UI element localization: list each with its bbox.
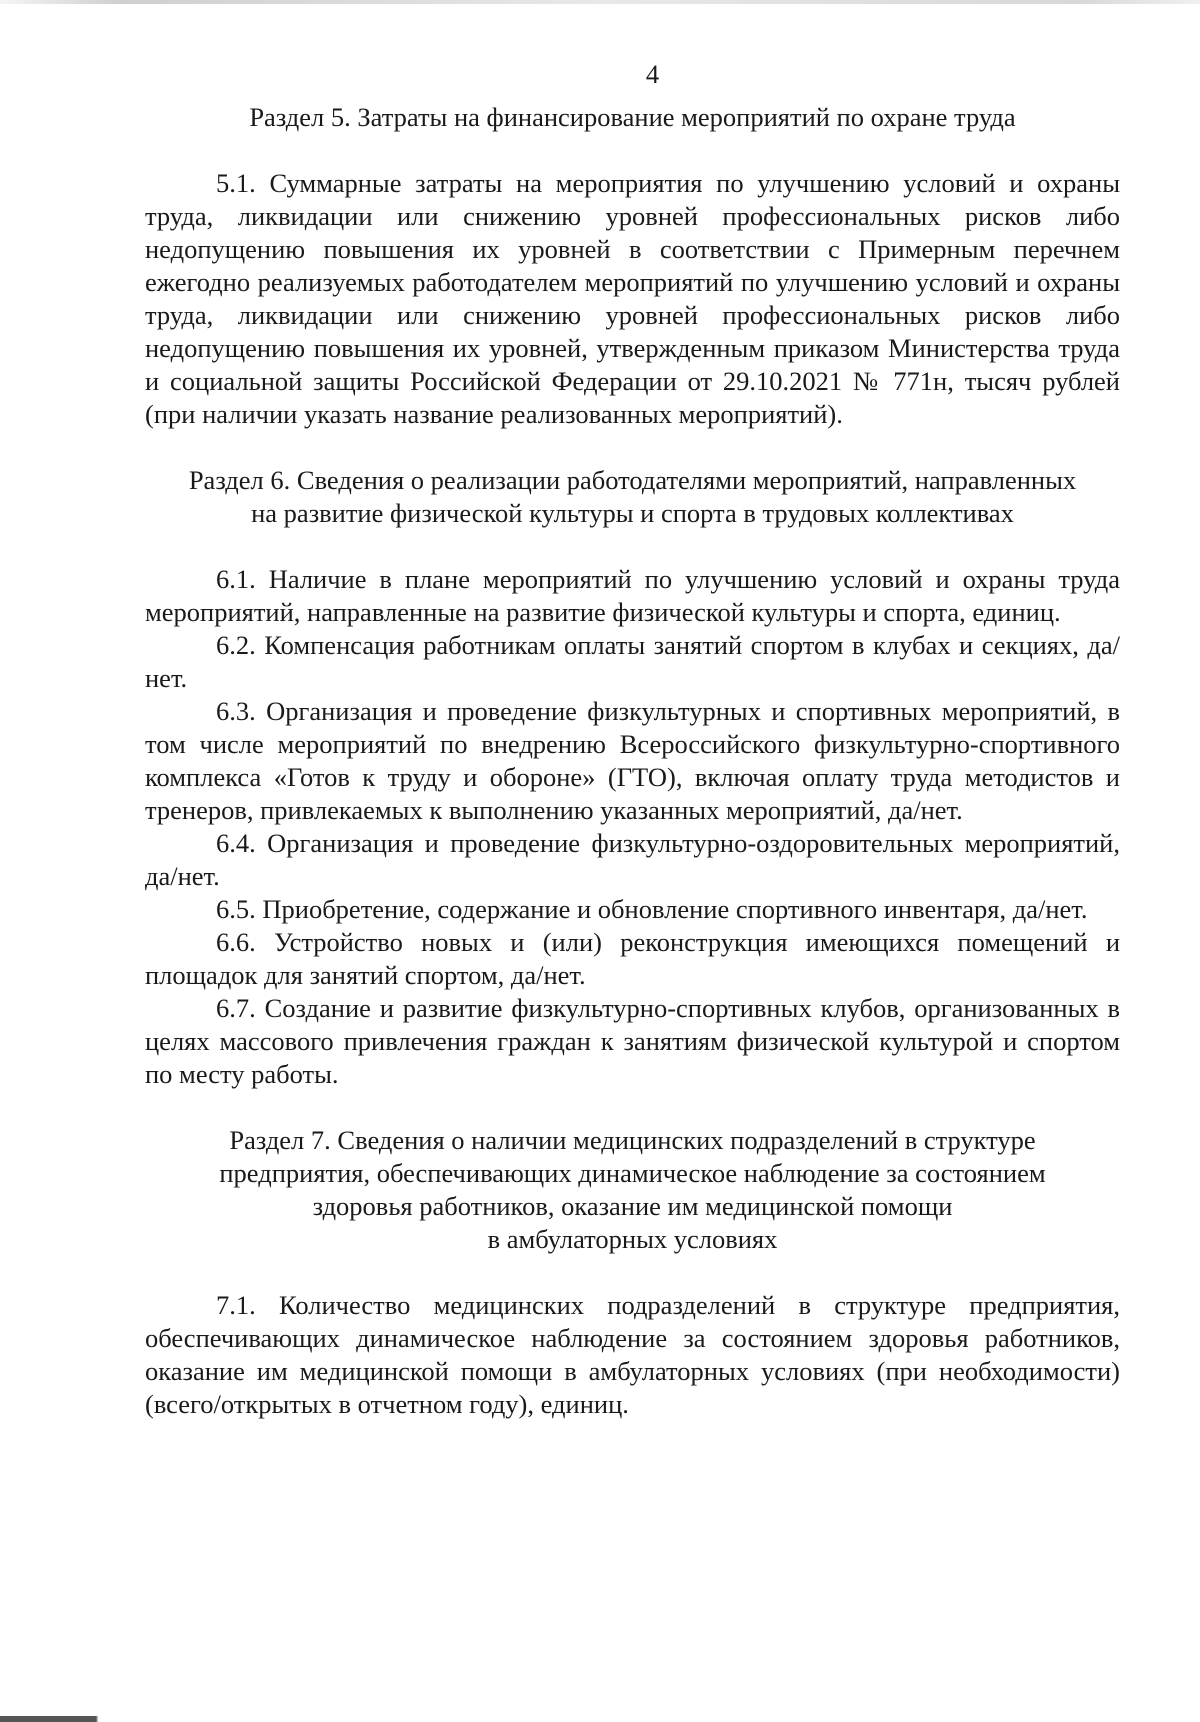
section-5: [145, 101, 1120, 431]
paragraph-6-6: 6.6. Устройство новых и (или) реконструкция имеющихся помещений и площадок для занятий спортом, да/нет.: [145, 927, 1120, 990]
section-heading-line: здоровья работников, оказание им медицинской помощи: [312, 1191, 953, 1221]
paragraph-6-3: 6.3. Организация и проведение физкультурных и спортивных мероприятий, в том числе мероприятий по внедрению Всероссийского физкультурно-спортивного комплекса «Готов к труду и обороне» (ГТО), включая оплату труда методистов и тренеров, привлекаемых к выполнению указанных мероприятий, да/нет.: [145, 696, 1120, 825]
section-heading-line: в амбулаторных условиях: [487, 1224, 778, 1254]
scan-edge-top: [0, 0, 1200, 4]
section-heading-line: предприятия, обеспечивающих динамическое наблюдение за состоянием: [219, 1158, 1046, 1188]
paragraph-6-5: 6.5. Приобретение, содержание и обновление спортивного инвентаря, да/нет.: [216, 894, 1088, 924]
section-heading-line: Раздел 6. Сведения о реализации работодателями мероприятий, направленных: [188, 465, 1077, 495]
section-heading: [145, 464, 1120, 530]
paragraph-6-2: 6.2. Компенсация работникам оплаты занятий спортом в клубах и секциях, да/нет.: [145, 630, 1120, 693]
section-6: [145, 464, 1120, 1091]
paragraph-5-1: 5.1. Суммарные затраты на мероприятия по улучшению условий и охраны труда, ликвидации или снижению уровней профессиональных рисков либо недопущению повышения их уровней в соответствии с Примерным перечнем ежегодно реализуемых работодателем мероприятий по улучшению условий и охраны труда, ликвидации или снижению уровней профессиональных рисков либо недопущению повышения их уровней, утвержденным приказом Министерства труда и социальной защиты Российской Федерации от 29.10.2021 № 771н, тысяч рублей (при наличии указать название реализованных мероприятий).: [145, 168, 1120, 429]
section-heading: [145, 1124, 1120, 1256]
section-heading-line: Раздел 7. Сведения о наличии медицинских подразделений в структуре: [229, 1125, 1036, 1155]
paragraph-6-7: 6.7. Создание и развитие физкультурно-спортивных клубов, организованных в целях массового привлечения граждан к занятиям физической культурой и спортом по месту работы.: [145, 993, 1120, 1089]
section-heading-line: Раздел 5. Затраты на финансирование мероприятий по охране труда: [249, 102, 1016, 132]
paragraph-7-1: 7.1. Количество медицинских подразделений в структуре предприятия, обеспечивающих динамическое наблюдение за состоянием здоровья работников, оказание им медицинской помощи в амбулаторных условиях (при необходимости) (всего/открытых в отчетном году), единиц.: [145, 1290, 1120, 1419]
paragraph-6-4: 6.4. Организация и проведение физкультурно-оздоровительных мероприятий, да/нет.: [145, 828, 1120, 891]
section-heading: [145, 101, 1120, 134]
section-7: [145, 1124, 1120, 1421]
document-page: [145, 58, 1120, 1421]
scan-edge-bottom: [0, 1716, 1200, 1722]
section-heading-line: на развитие физической культуры и спорта в трудовых коллективах: [251, 498, 1014, 528]
page-number: 4: [645, 59, 660, 89]
paragraph-6-1: 6.1. Наличие в плане мероприятий по улучшению условий и охраны труда мероприятий, направленные на развитие физической культуры и спорта, единиц.: [145, 564, 1120, 627]
